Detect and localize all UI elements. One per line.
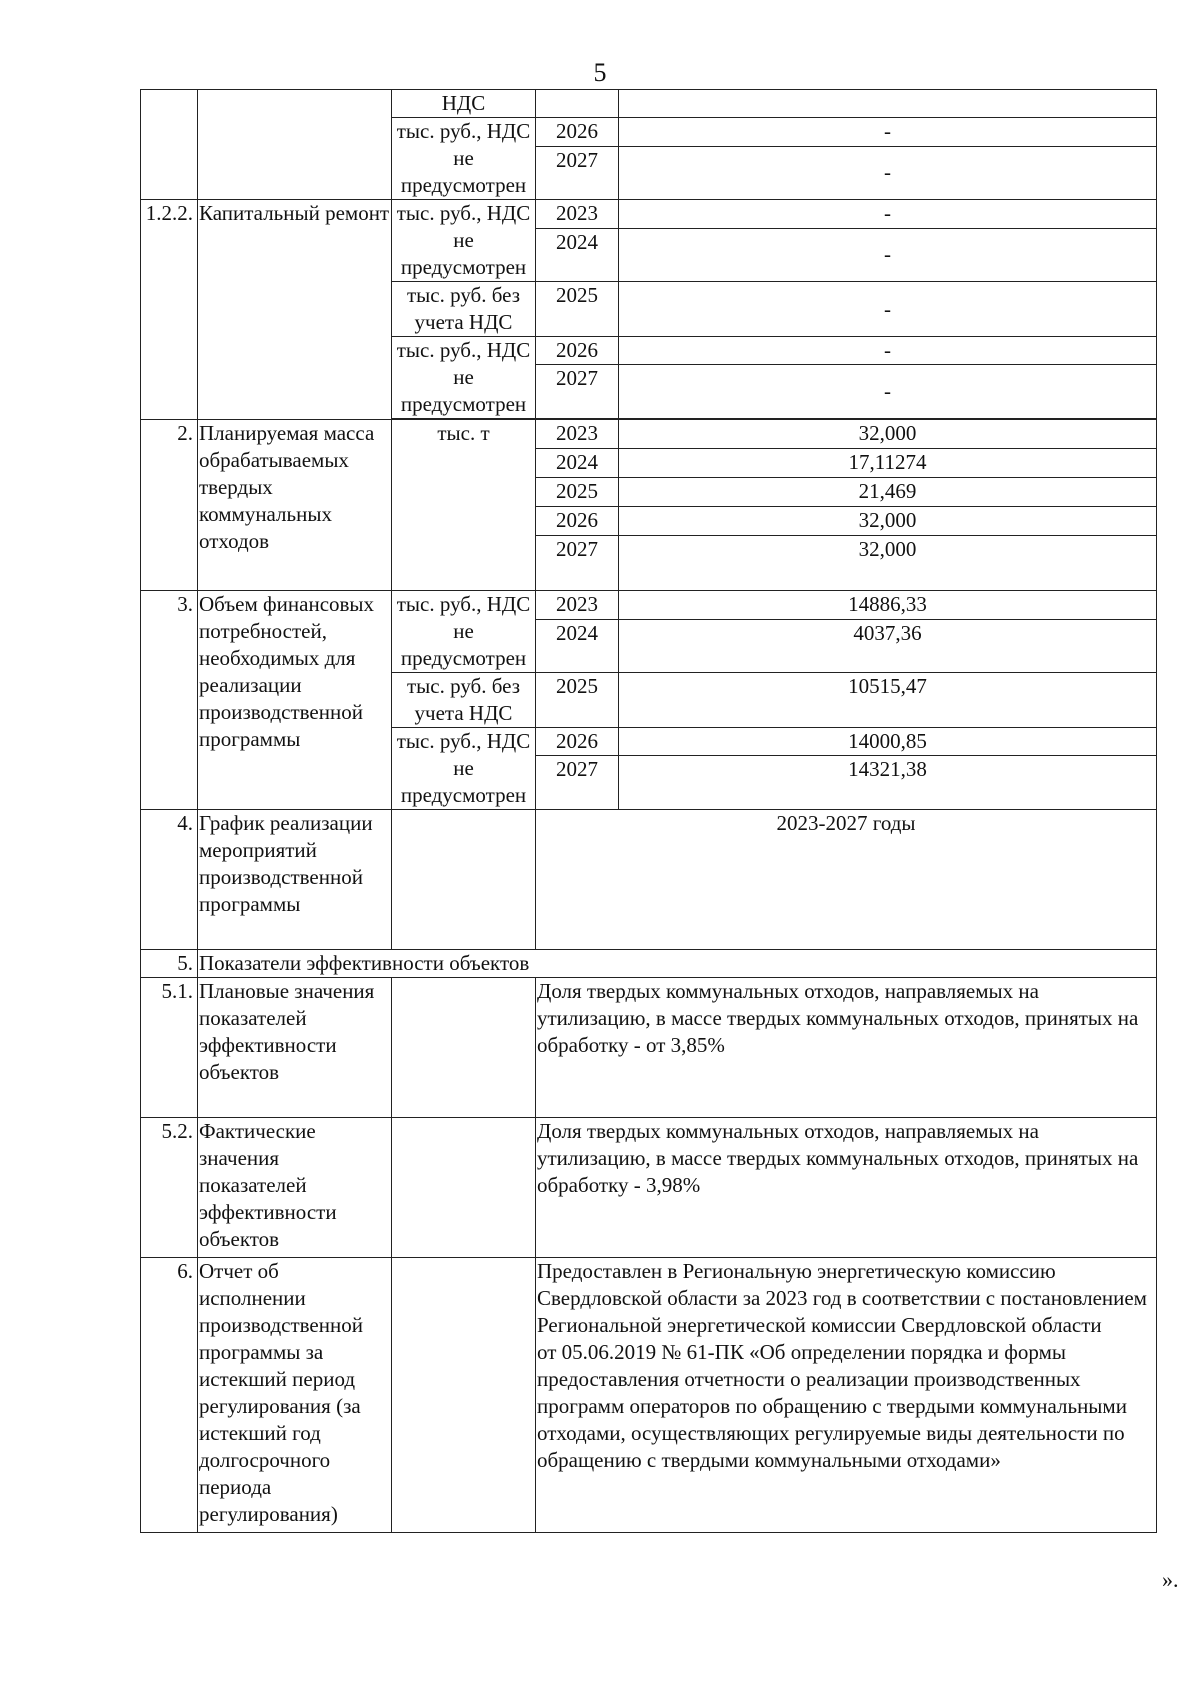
value-cell: Доля твердых коммунальных отходов, направляемых на утилизацию, в массе твердых коммунальных отходов, принятых на обработку - 3,98% bbox=[536, 1118, 1157, 1258]
year-cell: 2026 bbox=[536, 118, 619, 147]
row-label-cell: Объем финансовых потребностей, необходимых для реализации производственной программы bbox=[198, 591, 392, 810]
year-cell: 2023 bbox=[536, 591, 619, 620]
year-cell: 2025 bbox=[536, 673, 619, 728]
row-number-cell: 5. bbox=[141, 950, 198, 978]
value-cell: - bbox=[619, 118, 1157, 147]
year-cell: 2027 bbox=[536, 756, 619, 810]
value-cell: 14321,38 bbox=[619, 756, 1157, 810]
row-label-cell: Капитальный ремонт bbox=[198, 200, 392, 420]
row-label-cell: Планируемая масса обрабатываемых твердых коммунальных отходов bbox=[198, 420, 392, 591]
year-cell: 2023 bbox=[536, 200, 619, 229]
table-row bbox=[141, 1118, 1157, 1258]
row-number-cell: 5.1. bbox=[141, 978, 198, 1118]
year-cell: 2026 bbox=[536, 507, 619, 536]
row-number-cell: 2. bbox=[141, 420, 198, 591]
row-label-cell: Плановые значения показателей эффективности объектов bbox=[198, 978, 392, 1118]
value-cell: 32,000 bbox=[619, 536, 1157, 591]
table-row bbox=[141, 591, 1157, 620]
closing-quote-mark: ». bbox=[1162, 1567, 1179, 1592]
table-row bbox=[141, 1258, 1157, 1533]
year-cell: 2027 bbox=[536, 536, 619, 591]
row-number-cell: 3. bbox=[141, 591, 198, 810]
unit-cell bbox=[392, 1118, 536, 1258]
row-label-cell: График реализации мероприятий производственной программы bbox=[198, 810, 392, 950]
year-cell: 2023 bbox=[536, 420, 619, 449]
value-cell bbox=[619, 90, 1157, 118]
row-number-cell bbox=[141, 90, 198, 200]
value-cell: 14886,33 bbox=[619, 591, 1157, 620]
value-cell: 4037,36 bbox=[619, 619, 1157, 672]
unit-cell: тыс. руб., НДС не предусмотрен bbox=[392, 200, 536, 282]
production-program-table bbox=[140, 89, 1157, 1533]
row-label-cell: Отчет об исполнении производственной программы за истекший период регулирования (за истекший год долгосрочного периода регулирования) bbox=[198, 1258, 392, 1533]
year-cell: 2026 bbox=[536, 728, 619, 756]
unit-cell bbox=[392, 1258, 536, 1533]
report-text-part-1: Предоставлен в Региональную энергетическую комиссию Свердловской области за 2023 год в соответствии с постановлением Региональной энергетической комиссии Свердловской области bbox=[537, 1259, 1147, 1337]
value-cell: - bbox=[619, 282, 1157, 337]
value-cell: 32,000 bbox=[619, 507, 1157, 536]
year-cell: 2025 bbox=[536, 282, 619, 337]
row-number-cell: 6. bbox=[141, 1258, 198, 1533]
report-text-part-2: от 05.06.2019 № 61-ПК «Об определении порядка и формы предоставления отчетности о реализации производственных программ операторов по обращению с твердыми коммунальными отходами, осуществляющих регулируемые виды деятельности по обращению с твердыми коммунальными отходами» bbox=[537, 1340, 1127, 1472]
row-number-cell: 5.2. bbox=[141, 1118, 198, 1258]
unit-cell: тыс. руб., НДС не предусмотрен bbox=[392, 728, 536, 810]
unit-cell: НДС bbox=[392, 90, 536, 118]
year-cell bbox=[536, 90, 619, 118]
value-cell: - bbox=[619, 200, 1157, 229]
table-row bbox=[141, 90, 1157, 118]
year-cell: 2026 bbox=[536, 337, 619, 365]
value-cell: 14000,85 bbox=[619, 728, 1157, 756]
value-cell: - bbox=[619, 146, 1157, 199]
unit-cell: тыс. т bbox=[392, 420, 536, 591]
year-cell: 2024 bbox=[536, 228, 619, 281]
row-label-cell bbox=[198, 90, 392, 200]
value-cell: - bbox=[619, 337, 1157, 365]
page-number: 5 bbox=[593, 58, 607, 87]
value-cell: 21,469 bbox=[619, 478, 1157, 507]
table-row bbox=[141, 978, 1157, 1118]
year-cell: 2027 bbox=[536, 146, 619, 199]
value-cell: 10515,47 bbox=[619, 673, 1157, 728]
value-cell: 17,11274 bbox=[619, 449, 1157, 478]
unit-cell: тыс. руб., НДС не предусмотрен bbox=[392, 337, 536, 419]
table-row bbox=[141, 810, 1157, 950]
value-cell bbox=[536, 1258, 1157, 1533]
row-number-cell: 4. bbox=[141, 810, 198, 950]
table-row bbox=[141, 420, 1157, 449]
unit-cell bbox=[392, 810, 536, 950]
value-cell: - bbox=[619, 228, 1157, 281]
unit-cell bbox=[392, 978, 536, 1118]
value-cell: 32,000 bbox=[619, 420, 1157, 449]
table-row bbox=[141, 200, 1157, 229]
value-cell: - bbox=[619, 365, 1157, 419]
unit-cell: тыс. руб., НДС не предусмотрен bbox=[392, 591, 536, 673]
table-row bbox=[141, 950, 1157, 978]
unit-cell: тыс. руб. без учета НДС bbox=[392, 673, 536, 728]
unit-cell: тыс. руб. без учета НДС bbox=[392, 282, 536, 337]
value-cell: 2023-2027 годы bbox=[536, 810, 1157, 950]
row-label-cell: Фактические значения показателей эффективности объектов bbox=[198, 1118, 392, 1258]
year-cell: 2027 bbox=[536, 365, 619, 419]
unit-cell: тыс. руб., НДС не предусмотрен bbox=[392, 118, 536, 200]
year-cell: 2025 bbox=[536, 478, 619, 507]
value-cell: Доля твердых коммунальных отходов, направляемых на утилизацию, в массе твердых коммунальных отходов, принятых на обработку - от 3,85% bbox=[536, 978, 1157, 1118]
row-number-cell: 1.2.2. bbox=[141, 200, 198, 420]
year-cell: 2024 bbox=[536, 449, 619, 478]
year-cell: 2024 bbox=[536, 619, 619, 672]
section-heading-cell: Показатели эффективности объектов bbox=[198, 950, 1157, 978]
